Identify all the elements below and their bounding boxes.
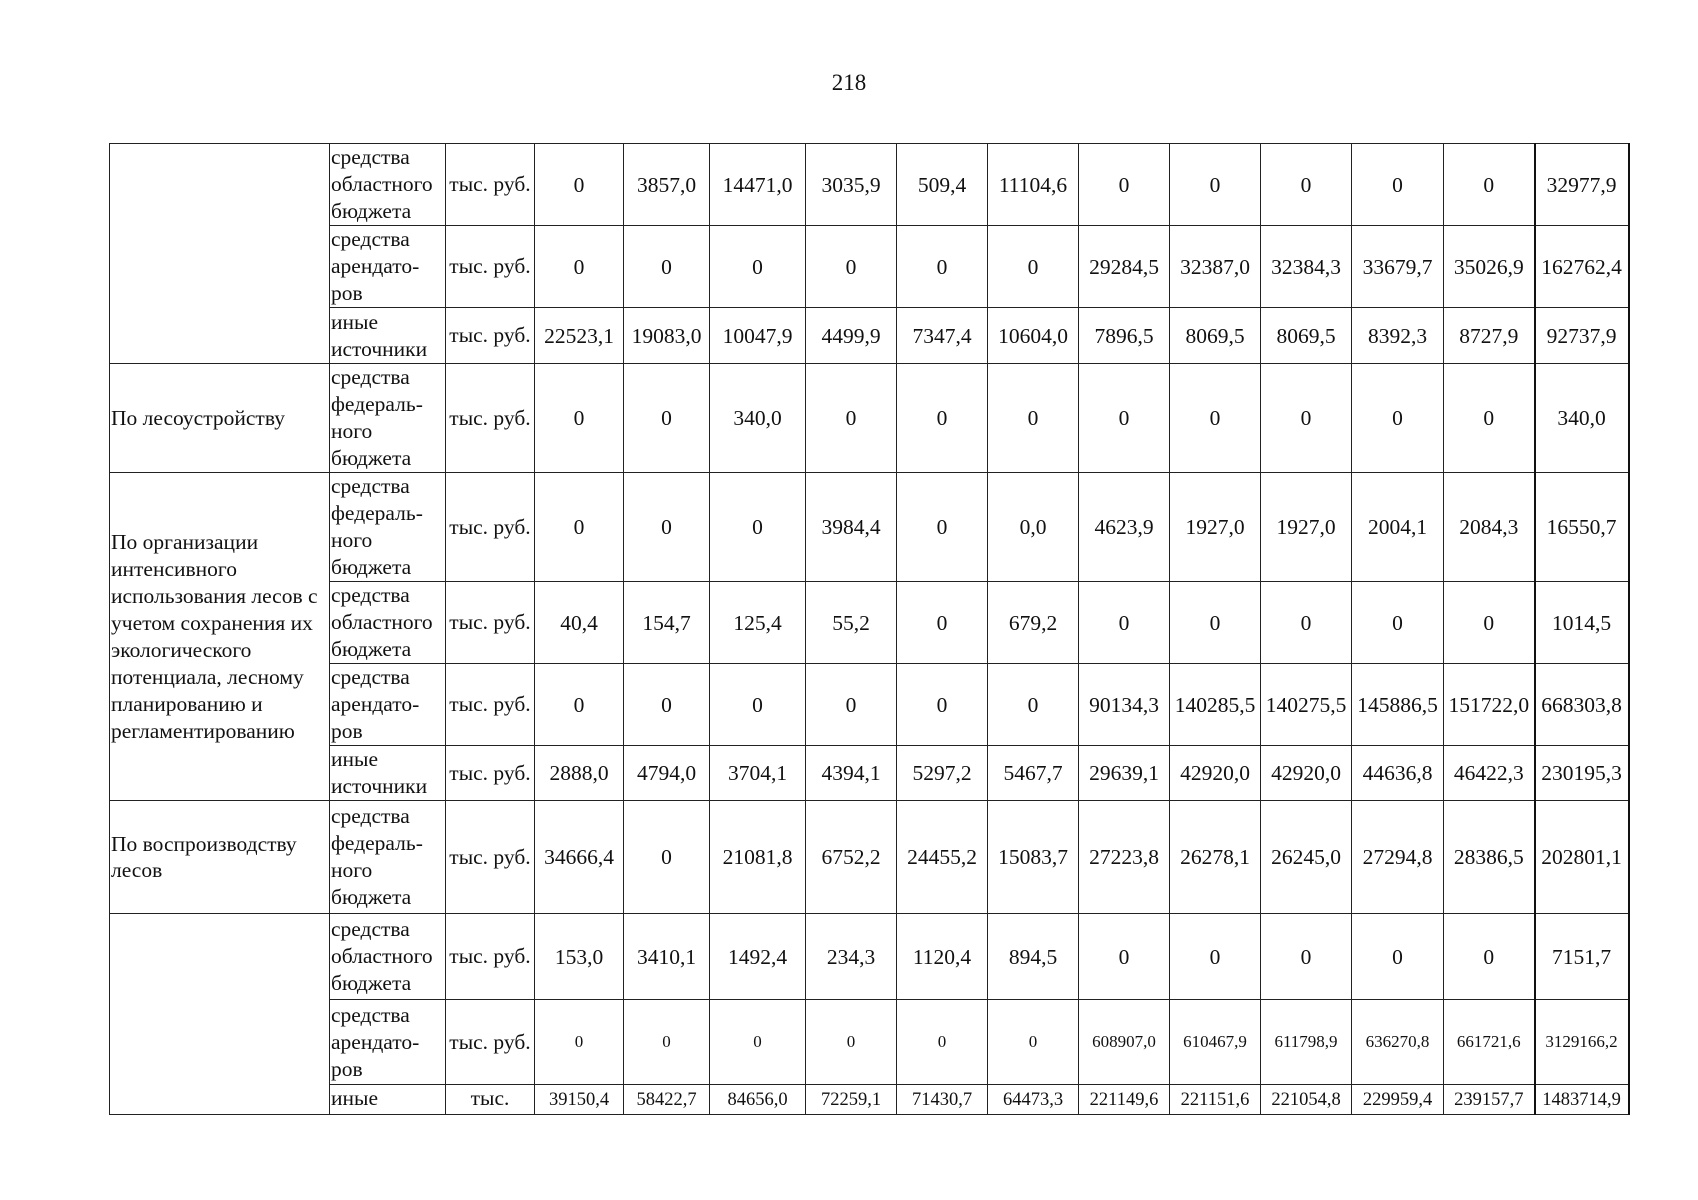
value-cell: 29639,1 [1079,746,1170,801]
value-cell: 1927,0 [1170,473,1261,582]
section-title: По воспроизводству лесов [110,801,330,914]
table-row [110,226,1629,308]
table-row [110,1000,1629,1085]
value-cell: 0 [1261,144,1352,226]
value-cell: 27223,8 [1079,801,1170,914]
total-cell: 668303,8 [1535,664,1629,746]
unit-cell: тыс. руб. [446,664,535,746]
value-cell: 153,0 [535,914,624,1000]
value-cell: 34666,4 [535,801,624,914]
value-cell: 8069,5 [1170,308,1261,364]
funding-source: средства федераль-ного бюджета [330,364,446,473]
unit-cell: тыс. руб. [446,801,535,914]
value-cell: 4623,9 [1079,473,1170,582]
total-cell: 92737,9 [1535,308,1629,364]
value-cell: 0 [988,364,1079,473]
value-cell: 0 [710,226,806,308]
total-cell: 202801,1 [1535,801,1629,914]
value-cell: 46422,3 [1444,746,1535,801]
budget-table [109,143,1630,1115]
value-cell: 0 [897,664,988,746]
value-cell: 10047,9 [710,308,806,364]
value-cell: 0 [1170,914,1261,1000]
table-row [110,144,1629,226]
table-row [110,664,1629,746]
value-cell: 0 [1444,582,1535,664]
value-cell: 221149,6 [1079,1085,1170,1115]
section-title [110,144,330,364]
value-cell: 0 [897,226,988,308]
value-cell: 7896,5 [1079,308,1170,364]
value-cell: 2888,0 [535,746,624,801]
value-cell: 1927,0 [1261,473,1352,582]
unit-cell: тыс. руб. [446,226,535,308]
value-cell: 0 [1079,364,1170,473]
value-cell: 4499,9 [806,308,897,364]
value-cell: 0,0 [988,473,1079,582]
value-cell: 22523,1 [535,308,624,364]
value-cell: 0 [1444,364,1535,473]
value-cell: 32387,0 [1170,226,1261,308]
value-cell: 0 [1352,582,1444,664]
value-cell: 14471,0 [710,144,806,226]
value-cell: 42920,0 [1261,746,1352,801]
value-cell: 0 [897,364,988,473]
value-cell: 11104,6 [988,144,1079,226]
value-cell: 0 [624,364,710,473]
value-cell: 27294,8 [1352,801,1444,914]
value-cell: 2084,3 [1444,473,1535,582]
section-title: По лесоустройству [110,364,330,473]
table-row [110,308,1629,364]
value-cell: 64473,3 [988,1085,1079,1115]
funding-source: средства арендато-ров [330,226,446,308]
table-row [110,582,1629,664]
unit-cell: тыс. руб. [446,364,535,473]
value-cell: 42920,0 [1170,746,1261,801]
value-cell: 151722,0 [1444,664,1535,746]
value-cell: 0 [806,664,897,746]
total-cell: 340,0 [1535,364,1629,473]
value-cell: 15083,7 [988,801,1079,914]
unit-cell: тыс. [446,1085,535,1115]
value-cell: 0 [1170,364,1261,473]
funding-source: средства областного бюджета [330,914,446,1000]
value-cell: 44636,8 [1352,746,1444,801]
value-cell: 0 [1079,582,1170,664]
section-title: По организации интенсивного использования лесов с учетом сохранения их экологического потенциала, лесному планированию и регламентированию [110,473,330,801]
funding-source: иные [330,1085,446,1115]
value-cell: 610467,9 [1170,1000,1261,1085]
unit-cell: тыс. руб. [446,914,535,1000]
value-cell: 234,3 [806,914,897,1000]
value-cell: 6752,2 [806,801,897,914]
value-cell: 21081,8 [710,801,806,914]
value-cell: 39150,4 [535,1085,624,1115]
value-cell: 0 [1170,582,1261,664]
value-cell: 0 [988,1000,1079,1085]
unit-cell: тыс. руб. [446,308,535,364]
value-cell: 0 [1261,582,1352,664]
value-cell: 154,7 [624,582,710,664]
value-cell: 0 [897,473,988,582]
value-cell: 5467,7 [988,746,1079,801]
page-number: 218 [831,70,867,95]
value-cell: 10604,0 [988,308,1079,364]
value-cell: 8069,5 [1261,308,1352,364]
value-cell: 0 [897,1000,988,1085]
value-cell: 8727,9 [1444,308,1535,364]
table-row [110,364,1629,473]
value-cell: 0 [624,664,710,746]
value-cell: 3704,1 [710,746,806,801]
value-cell: 0 [1444,144,1535,226]
value-cell: 0 [624,473,710,582]
value-cell: 1492,4 [710,914,806,1000]
table-row [110,1085,1629,1115]
total-cell: 7151,7 [1535,914,1629,1000]
funding-source: средства арендато-ров [330,664,446,746]
value-cell: 340,0 [710,364,806,473]
value-cell: 661721,6 [1444,1000,1535,1085]
value-cell: 4394,1 [806,746,897,801]
value-cell: 29284,5 [1079,226,1170,308]
value-cell: 33679,7 [1352,226,1444,308]
unit-cell: тыс. руб. [446,144,535,226]
value-cell: 5297,2 [897,746,988,801]
value-cell: 40,4 [535,582,624,664]
funding-source: средства областного бюджета [330,582,446,664]
value-cell: 55,2 [806,582,897,664]
value-cell: 26278,1 [1170,801,1261,914]
table-row [110,746,1629,801]
value-cell: 58422,7 [624,1085,710,1115]
value-cell: 0 [1170,144,1261,226]
table-row [110,914,1629,1000]
value-cell: 3857,0 [624,144,710,226]
value-cell: 140275,5 [1261,664,1352,746]
value-cell: 229959,4 [1352,1085,1444,1115]
value-cell: 239157,7 [1444,1085,1535,1115]
value-cell: 72259,1 [806,1085,897,1115]
section-title [110,914,330,1115]
value-cell: 0 [710,664,806,746]
value-cell: 221054,8 [1261,1085,1352,1115]
value-cell: 24455,2 [897,801,988,914]
value-cell: 894,5 [988,914,1079,1000]
funding-source: средства областного бюджета [330,144,446,226]
value-cell: 0 [535,226,624,308]
value-cell: 3984,4 [806,473,897,582]
value-cell: 0 [1079,914,1170,1000]
value-cell: 0 [806,226,897,308]
value-cell: 71430,7 [897,1085,988,1115]
table-row [110,473,1629,582]
value-cell: 0 [1352,914,1444,1000]
value-cell: 35026,9 [1444,226,1535,308]
value-cell: 0 [806,1000,897,1085]
value-cell: 7347,4 [897,308,988,364]
value-cell: 0 [535,1000,624,1085]
table-row [110,801,1629,914]
total-cell: 1014,5 [1535,582,1629,664]
value-cell: 0 [1261,364,1352,473]
value-cell: 0 [624,1000,710,1085]
value-cell: 0 [1261,914,1352,1000]
value-cell: 2004,1 [1352,473,1444,582]
value-cell: 0 [988,226,1079,308]
funding-source: средства федераль-ного бюджета [330,801,446,914]
value-cell: 0 [535,473,624,582]
value-cell: 0 [806,364,897,473]
value-cell: 1120,4 [897,914,988,1000]
value-cell: 611798,9 [1261,1000,1352,1085]
value-cell: 0 [1079,144,1170,226]
total-cell: 230195,3 [1535,746,1629,801]
total-cell: 3129166,2 [1535,1000,1629,1085]
value-cell: 3035,9 [806,144,897,226]
value-cell: 0 [1352,364,1444,473]
value-cell: 0 [1352,144,1444,226]
unit-cell: тыс. руб. [446,582,535,664]
funding-source: средства арендато-ров [330,1000,446,1085]
value-cell: 0 [710,473,806,582]
total-cell: 16550,7 [1535,473,1629,582]
value-cell: 140285,5 [1170,664,1261,746]
value-cell: 509,4 [897,144,988,226]
value-cell: 0 [624,801,710,914]
value-cell: 0 [988,664,1079,746]
value-cell: 145886,5 [1352,664,1444,746]
value-cell: 221151,6 [1170,1085,1261,1115]
value-cell: 19083,0 [624,308,710,364]
value-cell: 636270,8 [1352,1000,1444,1085]
value-cell: 32384,3 [1261,226,1352,308]
value-cell: 3410,1 [624,914,710,1000]
funding-source: иные источники [330,308,446,364]
value-cell: 0 [535,664,624,746]
value-cell: 125,4 [710,582,806,664]
value-cell: 26245,0 [1261,801,1352,914]
value-cell: 8392,3 [1352,308,1444,364]
value-cell: 0 [710,1000,806,1085]
total-cell: 32977,9 [1535,144,1629,226]
total-cell: 162762,4 [1535,226,1629,308]
value-cell: 28386,5 [1444,801,1535,914]
total-cell: 1483714,9 [1535,1085,1629,1115]
value-cell: 0 [535,144,624,226]
value-cell: 0 [1444,914,1535,1000]
value-cell: 608907,0 [1079,1000,1170,1085]
funding-source: средства федераль-ного бюджета [330,473,446,582]
value-cell: 0 [535,364,624,473]
unit-cell: тыс. руб. [446,473,535,582]
value-cell: 0 [624,226,710,308]
value-cell: 84656,0 [710,1085,806,1115]
value-cell: 4794,0 [624,746,710,801]
funding-source: иные источники [330,746,446,801]
value-cell: 679,2 [988,582,1079,664]
unit-cell: тыс. руб. [446,746,535,801]
unit-cell: тыс. руб. [446,1000,535,1085]
value-cell: 90134,3 [1079,664,1170,746]
value-cell: 0 [897,582,988,664]
